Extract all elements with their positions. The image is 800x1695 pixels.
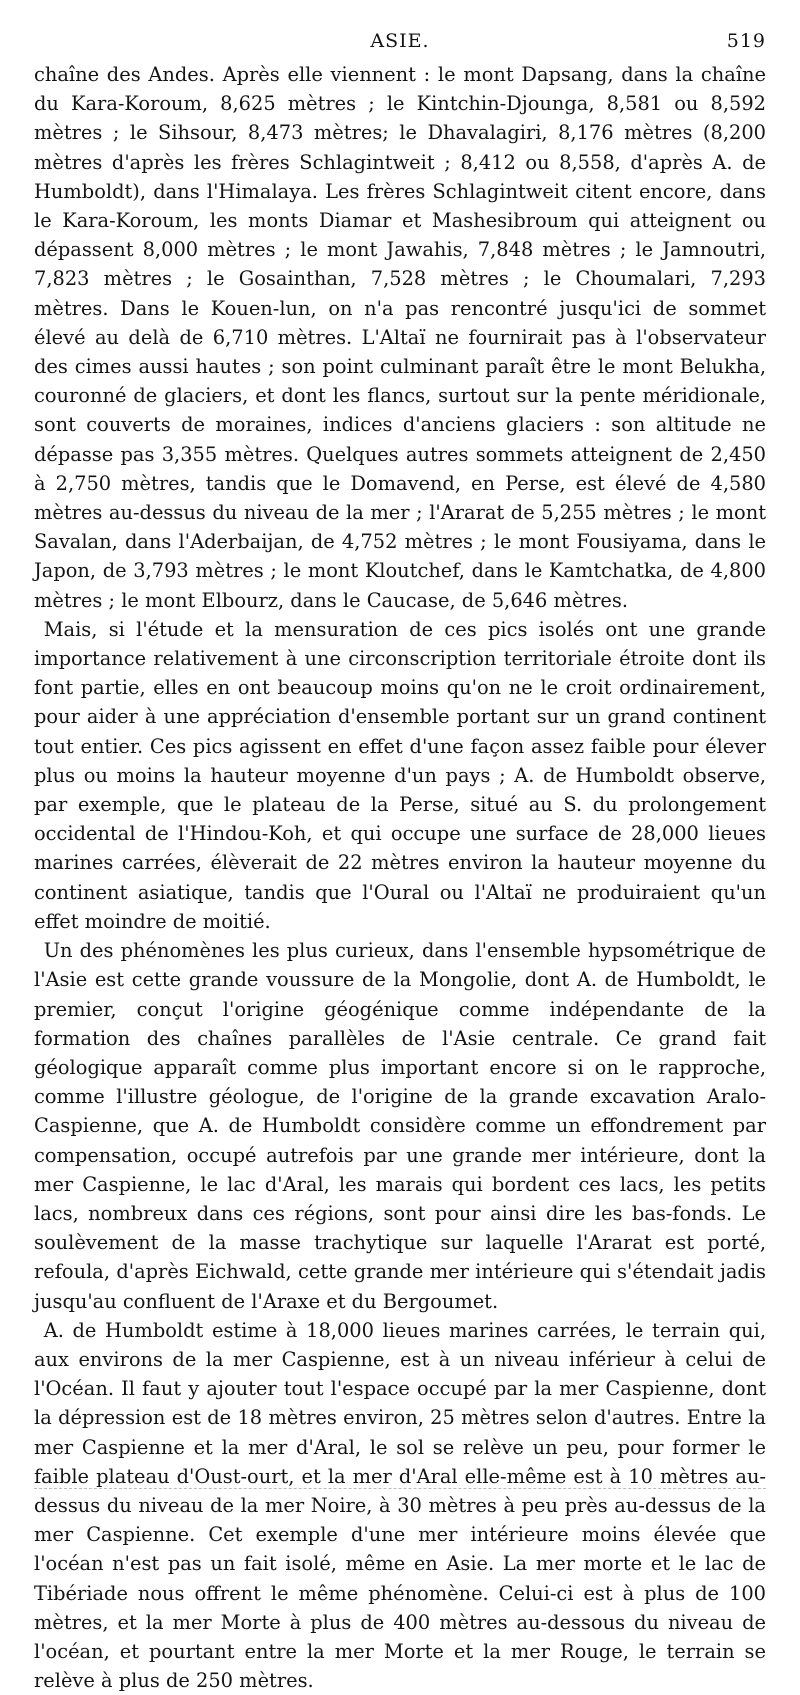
running-header [34,30,766,56]
book-page [34,30,766,1695]
paragraph-1: chaîne des Andes. Après elle viennent : le mont Dapsang, dans la chaîne du Kara-Koroum, 8,625 mètres ; le Kintchin-Djounga, 8,581 ou 8,592 mètres ; le Sihsour, 8,473 mètres; le Dhavalagiri, 8,176 mètres (8,200 mètres d'après les frères Schlagintweit ; 8,412 ou 8,558, d'après A. de Humboldt), dans l'Himalaya. Les frères Schlagintweit citent encore, dans le Kara-Koroum, les monts Diamar et Mashesibroum qui atteignent ou dépassent 8,000 mètres ; le mont Jawahis, 7,848 mètres ; le Jamnoutri, 7,823 mètres ; le Gosainthan, 7,528 mètres ; le Choumalari, 7,293 mètres. Dans le Kouen-lun, on n'a pas rencontré jusqu'ici de sommet élevé au delà de 6,710 mètres. L'Altaï ne fournirait pas à l'observateur des cimes aussi hautes ; son point culminant paraît être le mont Belukha, couronné de glaciers, et dont les flancs, surtout sur la pente méridionale, sont couverts de moraines, indices d'anciens glaciers : son altitude ne dépasse pas 3,355 mètres. Quelques autres sommets atteignent de 2,450 à 2,750 mètres, tandis que le Domavend, en Perse, est élevé de 4,580 mètres au-dessus du niveau de la mer ; l'Ararat de 5,255 mètres ; le mont Savalan, dans l'Aderbaijan, de 4,752 mètres ; le mont Fousiyama, dans le Japon, de 3,793 mètres ; le mont Kloutchef, dans le Kamtchatka, de 4,800 mètres ; le mont Elbourz, dans le Caucase, de 5,646 mètres. [34,63,766,612]
page-title: ASIE. [370,30,430,52]
paragraph-2: Mais, si l'étude et la mensuration de ces pics isolés ont une grande importance relativement à une circonscription territoriale étroite dont ils font partie, elles en ont beaucoup moins qu'on ne le croit ordinairement, pour aider à une appréciation d'ensemble portant sur un grand continent tout entier. Ces pics agissent en effet d'une façon assez faible pour élever plus ou moins la hauteur moyenne d'un pays ; A. de Humboldt observe, par exemple, que le plateau de la Perse, situé au S. du prolongement occidental de l'Hindou-Koh, et qui occupe une surface de 28,000 lieues marines carrées, élèverait de 22 mètres environ la hauteur moyenne du continent asiatique, tandis que l'Oural ou l'Altaï ne produiraient qu'un effet moindre de moitié. [34,617,766,933]
paragraph-3: Un des phénomènes les plus curieux, dans l'ensemble hypsométrique de l'Asie est cette grande voussure de la Mongolie, dont A. de Humboldt, le premier, conçut l'origine géogénique comme indépendante de la formation des chaînes parallèles de l'Asie centrale. Ce grand fait géologique apparaît comme plus important encore si on le rapproche, comme l'illustre géologue, de l'origine de la grande excavation Aralo-Caspienne, que A. de Humboldt considère comme un effondrement par compensation, occupé autrefois par une grande mer intérieure, dont la mer Caspienne, le lac d'Aral, les marais qui bordent ces lacs, les petits lacs, nombreux dans ces régions, sont pour ainsi dire les bas-fonds. Le soulèvement de la masse trachytique sur laquelle l'Ararat est porté, refoula, d'après Eichwald, cette grande mer intérieure qui s'étendait jadis jusqu'au confluent de l'Araxe et du Bergoumet. [34,939,766,1313]
page-number: 519 [726,30,766,52]
body-text [34,60,766,1695]
footer-rule [34,1488,766,1489]
paragraph-4: A. de Humboldt estime à 18,000 lieues marines carrées, le terrain qui, aux environs de la mer Caspienne, est à un niveau inférieur à celui de l'Océan. Il faut y ajouter tout l'espace occupé par la mer Caspienne, dont la dépression est de 18 mètres environ, 25 mètres selon d'autres. Entre la mer Caspienne et la mer d'Aral, le sol se relève un peu, pour former le faible plateau d'Oust-ourt, et la mer d'Aral elle-même est à 10 mètres au-dessus du niveau de la mer Noire, à 30 mètres à peu près au-dessus de la mer Caspienne. Cet exemple d'une mer intérieure moins élevée que l'océan n'est pas un fait isolé, même en Asie. La mer morte et le lac de Tibériade nous offrent le même phénomène. Celui-ci est à plus de 100 mètres, et la mer Morte à plus de 400 mètres au-dessous du niveau de l'océan, et pourtant entre la mer Morte et la mer Rouge, le terrain se relève à plus de 250 mètres. [34,1318,766,1693]
